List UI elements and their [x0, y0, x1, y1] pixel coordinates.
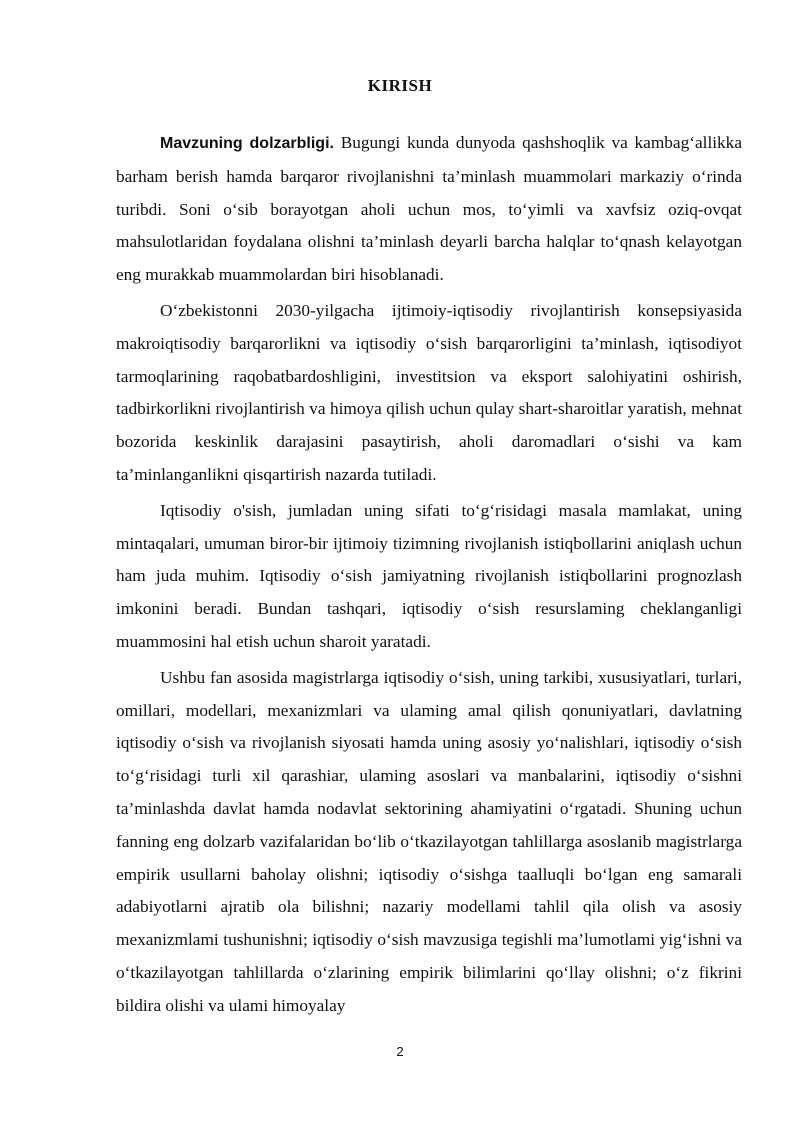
paragraph-relevance — [116, 127, 742, 292]
page-number: 2 — [396, 1044, 404, 1059]
paragraph-text: Iqtisodiy o'sish, jumladan uning sifati to‘g‘risidagi masala mamlakat, uning mintaqalari, umuman biror-bir ijtimoiy tizimning rivojlanish istiqbollarini aniqlash uchun ham juda muhim. Iqtisodiy o‘sish jamiyatning rivojlanish istiqbollarini prognozlash imkonini beradi. Bundan tashqari, iqtisodiy o‘sish resurslaming cheklanganligi muammosini hal etish uchun sharoit yaratadi. — [116, 500, 742, 651]
paragraph-text: Bugungi kunda dunyoda qashshoqlik va kambag‘allikka barham berish hamda barqaror rivojlanishni ta’minlash muammolari markaziy o‘rinda turibdi. Soni o‘sib borayotgan aholi uchun mos, to‘yimli va xavfsiz oziq-ovqat mahsulotlaridan foydalana olishni ta’minlash deyarli barcha halqlar to‘qnash kelayotgan eng murakkab muammolardan biri hisoblanadi. — [116, 133, 742, 285]
paragraph-text: O‘zbekistonni 2030-yilgacha ijtimoiy-iqtisodiy rivojlantirish konsepsiyasida makroiqtisodiy barqarorlikni va iqtisodiy o‘sish barqarorligini ta’minlash, iqtisodiyot tarmoqlarining raqobatbardoshligini, investitsion va eksport salohiyatini oshirish, tadbirkorlikni rivojlantirish va himoya qilish uchun qulay shart-sharoitlar yaratish, mehnat bozorida keskinlik darajasini pasaytirish, aholi daromadlari o‘sishi va kam ta’minlanganlikni qisqartirish nazarda tutiladi. — [116, 300, 742, 484]
paragraph-text: Ushbu fan asosida magistrlarga iqtisodiy o‘sish, uning tarkibi, xususiyatlari, turlari, omillari, modellari, mexanizmlari va ulaming amal qilish qonuniyatlari, davlatning iqtisodiy o‘sish va rivojlanish siyosati hamda uning asosiy yo‘nalishlari, iqtisodiy o‘sish to‘g‘risidagi turli xil qarashiar, ulaming asoslari va manbalarini, iqtisodiy o‘sishni ta’minlashda davlat hamda nodavlat sektorining ahamiyatini o‘rgatadi. Shuning uchun fanning eng dolzarb vazifalaridan bo‘lib o‘tkazilayotgan tahlillarga asoslanib magistrlarga empirik usullarni baholay olishni; iqtisodiy o‘sishga taalluqli bo‘lgan eng samarali adabiyotlarni ajratib ola bilishni; nazariy modellami tahlil qila olish va asosiy mexanizmlami tushunishni; iqtisodiy o‘sish mavzusiga tegishli ma’lumotlami yig‘ishni va o‘tkazilayotgan tahlillarda o‘zlarining empirik bilimlarini qo‘llay olishni; o‘z fikrini bildira olishi va ulami himoyalay — [116, 667, 742, 1015]
paragraph-economic-growth — [116, 495, 742, 659]
page-title: KIRISH — [367, 76, 433, 95]
paragraph-course-aims — [116, 662, 742, 1023]
document-body — [116, 127, 742, 1026]
paragraph-lead-heading: Mavzuning dolzarbligi. — [160, 135, 334, 152]
paragraph-concept-2030 — [116, 295, 742, 492]
